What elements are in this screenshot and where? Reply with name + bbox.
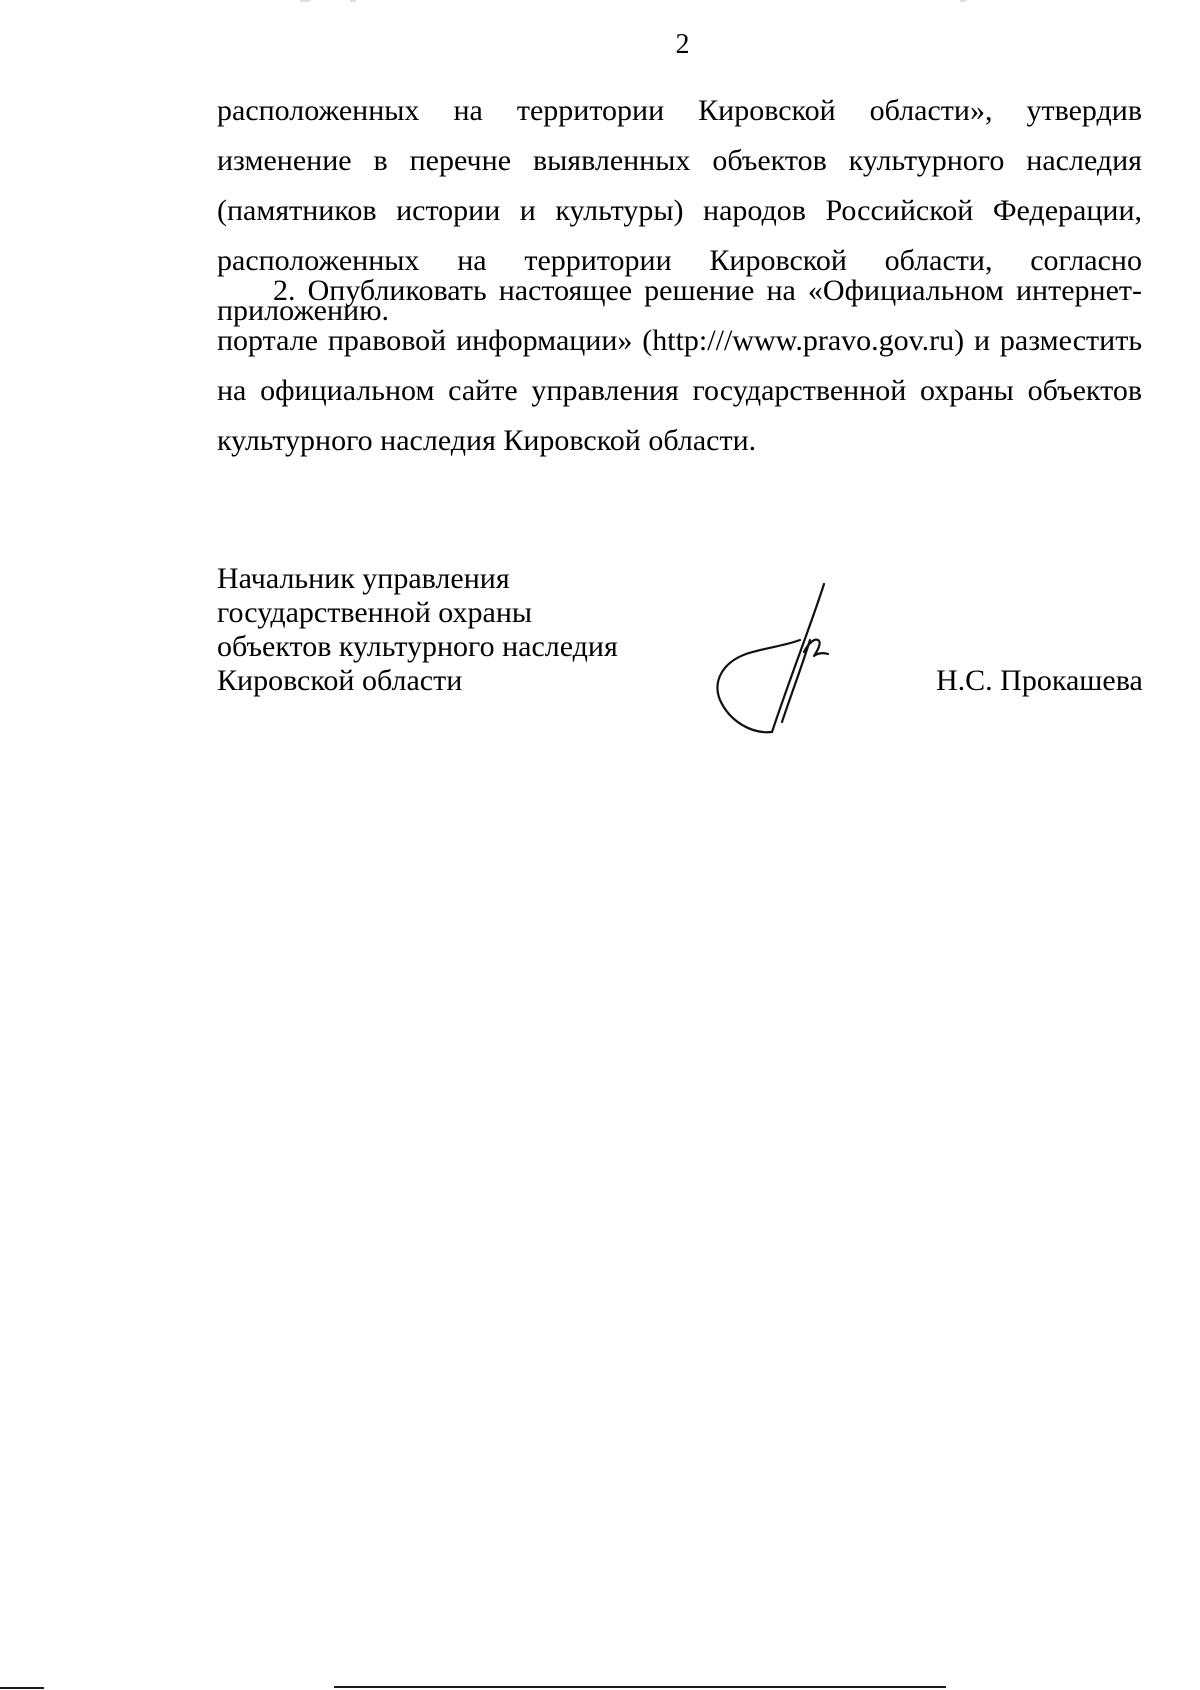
scan-artifact-bottom-line	[0, 1687, 44, 1689]
paragraph-item-2: 2. Опубликовать настоящее решение на «Официальном интернет-портале правовой информации» (http:///www.pravo.gov.ru) и разместить на официальном сайте управления государственной охраны объектов культурного наследия Кировской области.	[217, 274, 1142, 457]
signatory-title-line: объектов культурного наследия	[217, 630, 618, 663]
scan-artifact-bottom-line	[334, 1686, 946, 1688]
handwritten-signature	[712, 582, 848, 738]
signatory-name: Н.С. Прокашева	[936, 664, 1143, 697]
page-number: 2	[675, 29, 690, 60]
signatory-title	[217, 562, 618, 698]
paragraph-continuation: расположенных на территории Кировской области», утвердив изменение в перечне выявленных объектов культурного наследия (памятников истории и культуры) народов Российской Федерации, расположенных на территории Кировской области, согласно приложению.	[217, 94, 1142, 327]
signatory-title-line: Кировской области	[217, 664, 463, 697]
signatory-title-line: Начальник управления	[217, 562, 510, 595]
scan-artifact-top-marks	[0, 0, 1200, 6]
signatory-title-line: государственной охраны	[217, 596, 533, 629]
